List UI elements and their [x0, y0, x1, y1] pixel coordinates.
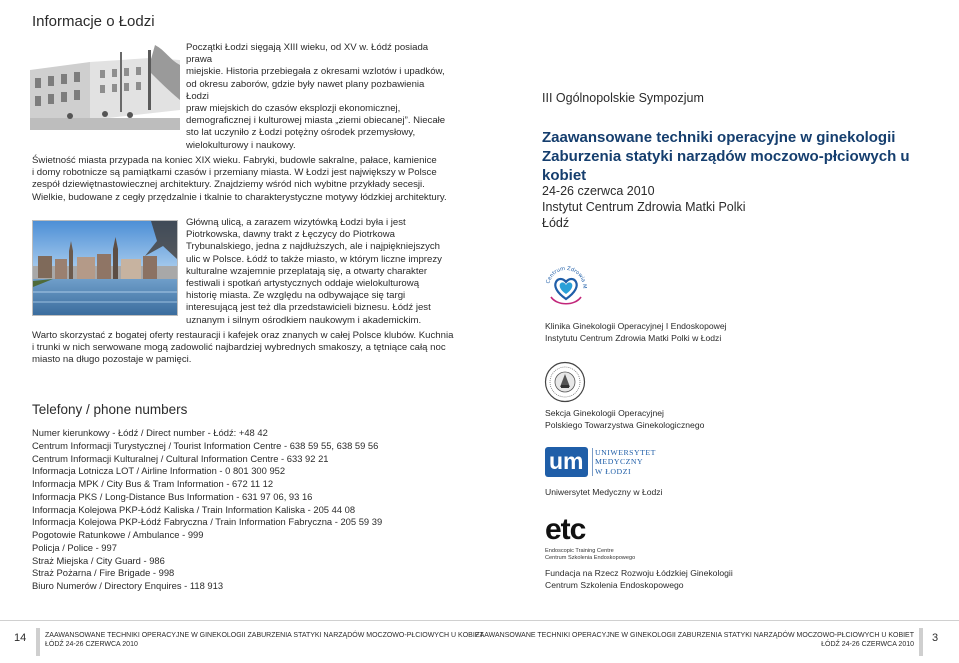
svg-text:Centrum Zdrowia Matki Polki: Centrum Zdrowia M [545, 265, 588, 289]
text-line: Trybunalskiego, jedna z najdłuższych, ale i najpiękniejszych [186, 241, 441, 253]
text-line: Początki Łodzi sięgają XIII wieku, od XV w. Łódź posiada prawa [186, 42, 429, 66]
text-line: miejskie. Historia przebiegała z okresami wzlotów i upadków, [186, 66, 445, 78]
text-line: Warto skorzystać z bogatej oferty restauracji i kafejek oraz znanych w całej Polsce klubów. Kuchnia [32, 330, 454, 341]
phone-list [32, 427, 382, 593]
text-line: ŁÓDŹ 24-26 CZERWCA 2010 [821, 641, 914, 649]
event-dates: 24-26 czerwca 2010 [542, 184, 655, 198]
text-line: ŁÓDŹ 24-26 CZERWCA 2010 [45, 641, 138, 649]
org-fundacja [545, 568, 733, 591]
intro-paragraph [186, 42, 446, 152]
text-line: miasto na długo pozostaje w pamięci. [32, 354, 192, 366]
text-line: W ŁODZI [595, 466, 632, 476]
um-logo-letters: um [549, 448, 584, 474]
historic-city-illustration [30, 40, 180, 130]
etc-logo-letters: etc [545, 513, 586, 546]
phone-item: Numer kierunkowy - Łódź / Direct number - Łódź: +48 42 [32, 427, 268, 438]
phone-item: Centrum Informacji Kulturalnej / Cultural Information Centre - 633 92 21 [32, 452, 329, 464]
ptg-seal-logo [544, 361, 586, 403]
phone-item: Pogotowie Ratunkowe / Ambulance - 999 [32, 529, 204, 540]
phone-item: Biuro Numerów / Directory Enquires - 118 913 [32, 580, 224, 591]
text-line: ZAAWANSOWANE TECHNIKI OPERACYJNE W GINEKOLOGII ZABURZENIA STATYKI NARZĄDÓW MOCZOWO-PŁCIOWYCH U KOBIET [475, 632, 914, 639]
text-line: ulic w Polsce. Łódź to także miasto, w którym liczne imprezy [186, 253, 442, 265]
text-line: demograficznej i kulturowej miasta „ziemi obiecanej”. Niecałe [186, 115, 446, 127]
text-line: sto lat uczyniło z Łodzi potężny ośrodek przemysłowy, [186, 127, 416, 139]
text-line: UNIWERSYTET [595, 448, 656, 457]
footer-right-text [475, 631, 914, 650]
main-title [542, 128, 942, 185]
etc-logo-text [545, 548, 636, 561]
text-line: i trunki w nich serwowane mogą zadowolić najbardziej wybrednych smakoszy, a tętniące całą noc [32, 342, 446, 354]
text-line: Fundacja na Rzecz Rozwoju Łódzkiej Ginekologii [545, 568, 733, 578]
text-line: Świetność miasta przypada na koniec XIX wieku. Fabryki, budowle sakralne, pałace, kamienice [32, 155, 437, 166]
org-klinika [545, 321, 727, 344]
footer-bar-right [919, 628, 923, 656]
city-panorama-photo [32, 220, 178, 316]
event-venue: Instytut Centrum Zdrowia Matki Polki [542, 200, 746, 214]
main-title-line: Zaawansowane techniki operacyjne w ginekologii [542, 129, 896, 146]
event-city: Łódź [542, 216, 570, 230]
text-line: Główną ulicą, a zarazem wizytówką Łodzi była i jest [186, 217, 406, 228]
footer-rule [0, 620, 959, 621]
text-line: wielokulturowy i naukowy. [186, 139, 296, 151]
phone-item: Straż Miejska / City Guard - 986 [32, 554, 165, 566]
phone-item: Informacja Lotnicza LOT / Airline Information - 0 801 300 952 [32, 465, 286, 477]
org-sekcja [545, 408, 704, 431]
street-paragraph [186, 217, 456, 327]
text-line: ZAAWANSOWANE TECHNIKI OPERACYJNE W GINEKOLOGII ZABURZENIA STATYKI NARZĄDÓW MOCZOWO-PŁCIOWYCH U KOBIET [45, 632, 484, 639]
footer-left-text [45, 631, 484, 650]
text-line: festiwali i spotkań artystycznych oddaje wielokulturową [186, 278, 420, 290]
text-line: od okresu zaborów, gdzie były nawet plany pozbawienia Łodzi [186, 78, 425, 102]
org-um: Uniwersytet Medyczny w Łodzi [545, 487, 663, 497]
worth-paragraph [32, 330, 472, 367]
phone-item: Informacja Kolejowa PKP-Łódź Fabryczna / Train Information Fabryczna - 205 59 39 [32, 516, 383, 528]
text-line: historię miasta. Ze względu na odbywające się targi [186, 290, 406, 302]
text-line: Polskiego Towarzystwa Ginekologicznego [545, 419, 705, 430]
text-line: praw miejskich do czasów eksplozji ekonomicznej, [186, 103, 401, 115]
page-number-left: 14 [14, 632, 27, 644]
footer-bar-left [36, 628, 40, 656]
info-title: Informacje o Łodzi [32, 13, 155, 30]
text-line: uznanym i silnym ośrodkiem naukowym i akademickim. [186, 314, 422, 326]
um-logo-mark [545, 447, 588, 477]
text-line: Endoscopic Training Centre [545, 548, 614, 554]
phone-item: Straż Pożarna / Fire Brigade - 998 [32, 567, 175, 579]
text-line: Centrum Szkolenia Endoskopowego [545, 554, 636, 561]
text-line: i domy robotnicze są pamiątkami czasów i przemiany miasta. W Łodzi jest największy w Polsce [32, 167, 437, 179]
text-line: Wielkie, budowane z cegły przędzalnie i tkalnie to charakterystyczne motywy łódzkiej architektury. [32, 191, 447, 203]
text-line: Instytutu Centrum Zdrowia Matki Polki w Łodzi [545, 332, 722, 343]
um-logo [545, 447, 660, 477]
etc-logo [545, 513, 636, 561]
text-line: Klinika Ginekologii Operacyjnej I Endoskopowej [545, 321, 727, 331]
phone-item: Informacja PKS / Long-Distance Bus Information - 631 97 06, 93 16 [32, 490, 313, 502]
text-line: interesującą jest też dla przedstawicieli biznesu. Łódź jest [186, 302, 431, 314]
text-line: kulturalne wzajemnie przeplatają się, a otwarty charakter [186, 265, 428, 277]
text-line: Piotrkowska, dawny trakt z Łęczycy do Piotrkowa [186, 229, 396, 241]
symposium-title: III Ogólnopolskie Sympozjum [542, 91, 704, 105]
phone-item: Policja / Police - 997 [32, 541, 117, 553]
phones-title: Telefony / phone numbers [32, 402, 188, 417]
phone-item: Centrum Informacji Turystycznej / Tourist Information Centre - 638 59 55, 638 59 56 [32, 439, 379, 451]
um-logo-text [595, 448, 656, 476]
period-paragraph [32, 155, 472, 204]
text-line: MEDYCZNY [595, 457, 644, 467]
text-line: Centrum Szkolenia Endoskopowego [545, 579, 684, 590]
phone-item: Informacja MPK / City Bus & Tram Information - 672 11 12 [32, 478, 274, 489]
text-line: zespół dziewiętnastowiecznej architektury. Znajdziemy wśród nich wybitne przykłady secesji. [32, 179, 425, 191]
page-number-right: 3 [932, 632, 939, 644]
czmp-logo [542, 263, 590, 311]
um-logo-divider [592, 448, 593, 476]
main-title-line: Zaburzenia statyki narządów moczowo-płciowych u kobiet [542, 148, 910, 184]
event-details [542, 183, 746, 231]
text-line: Sekcja Ginekologii Operacyjnej [545, 408, 664, 418]
phone-item: Informacja Kolejowa PKP-Łódź Kaliska / Train Information Kaliska - 205 44 08 [32, 503, 356, 515]
